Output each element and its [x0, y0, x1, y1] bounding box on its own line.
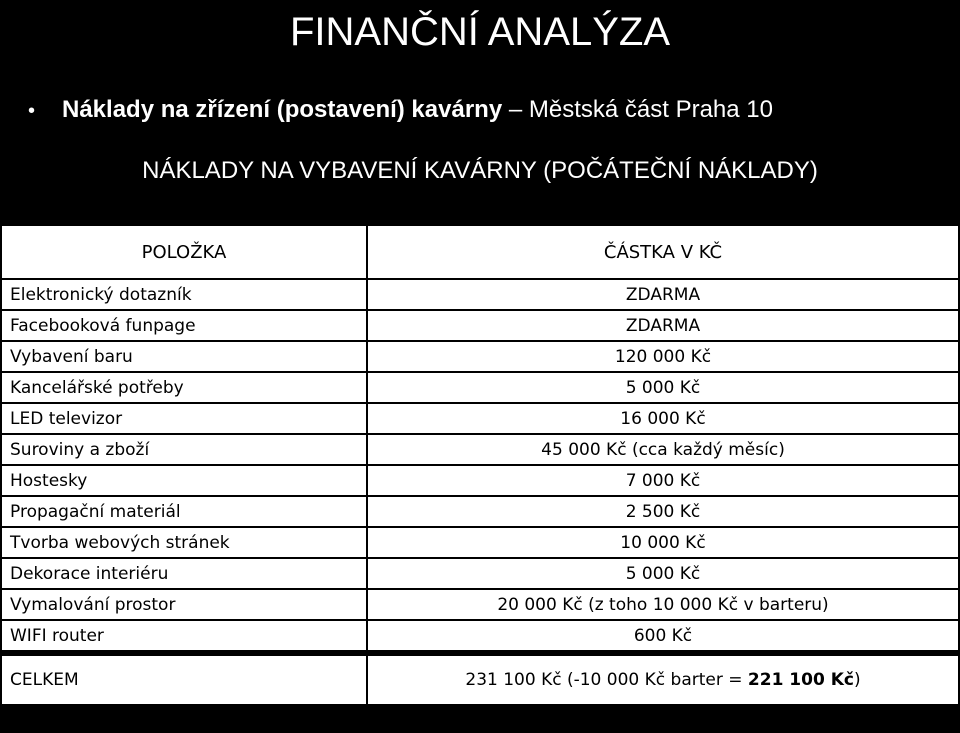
table-row: [1, 403, 959, 434]
table-row: [1, 527, 959, 558]
total-row: [1, 653, 959, 705]
cost-table: [0, 224, 960, 706]
row-item: Kancelářské potřeby: [1, 372, 367, 403]
total-amount-suffix: ): [853, 670, 861, 690]
table-row: [1, 279, 959, 310]
row-amount: 5 000 Kč: [367, 372, 959, 403]
table-row: [1, 341, 959, 372]
bullet-rest-text: – Městská část Praha 10: [502, 96, 773, 123]
table-row: [1, 496, 959, 527]
row-amount: 2 500 Kč: [367, 496, 959, 527]
row-item: LED televizor: [1, 403, 367, 434]
row-item: Vymalování prostor: [1, 589, 367, 620]
row-amount: 10 000 Kč: [367, 527, 959, 558]
page-title: FINANČNÍ ANALÝZA: [289, 10, 671, 54]
header-item: POLOŽKA: [1, 225, 367, 279]
row-item: Facebooková funpage: [1, 310, 367, 341]
row-amount: 5 000 Kč: [367, 558, 959, 589]
total-amount-prefix: 231 100 Kč (-10 000 Kč barter =: [465, 670, 748, 690]
row-item: Hostesky: [1, 465, 367, 496]
bullet-icon: •: [28, 100, 36, 122]
row-amount: 45 000 Kč (cca každý měsíc): [367, 434, 959, 465]
table-header-row: [1, 225, 959, 279]
total-amount: [367, 653, 959, 705]
section-heading: NÁKLADY NA VYBAVENÍ KAVÁRNY (POČÁTEČNÍ NÁKLADY): [142, 157, 818, 184]
table-row: [1, 465, 959, 496]
table-row: [1, 620, 959, 653]
row-amount: ZDARMA: [367, 310, 959, 341]
row-item: Tvorba webových stránek: [1, 527, 367, 558]
table-row: [1, 310, 959, 341]
table-row: [1, 434, 959, 465]
row-amount: 7 000 Kč: [367, 465, 959, 496]
total-label: CELKEM: [1, 653, 367, 705]
header-amount: ČÁSTKA V KČ: [367, 225, 959, 279]
row-amount: ZDARMA: [367, 279, 959, 310]
table-row: [1, 372, 959, 403]
table-row: [1, 558, 959, 589]
row-item: Propagační materiál: [1, 496, 367, 527]
total-amount-net: 221 100 Kč: [747, 670, 854, 690]
table-row: [1, 589, 959, 620]
row-item: Vybavení baru: [1, 341, 367, 372]
row-amount: 20 000 Kč (z toho 10 000 Kč v barteru): [367, 589, 959, 620]
row-amount: 16 000 Kč: [367, 403, 959, 434]
row-item: Dekorace interiéru: [1, 558, 367, 589]
row-item: Elektronický dotazník: [1, 279, 367, 310]
row-item: Suroviny a zboží: [1, 434, 367, 465]
row-amount: 120 000 Kč: [367, 341, 959, 372]
bullet-line: [28, 94, 773, 127]
row-item: WIFI router: [1, 620, 367, 653]
row-amount: 600 Kč: [367, 620, 959, 653]
bullet-bold-text: Náklady na zřízení (postavení) kavárny: [62, 96, 503, 123]
